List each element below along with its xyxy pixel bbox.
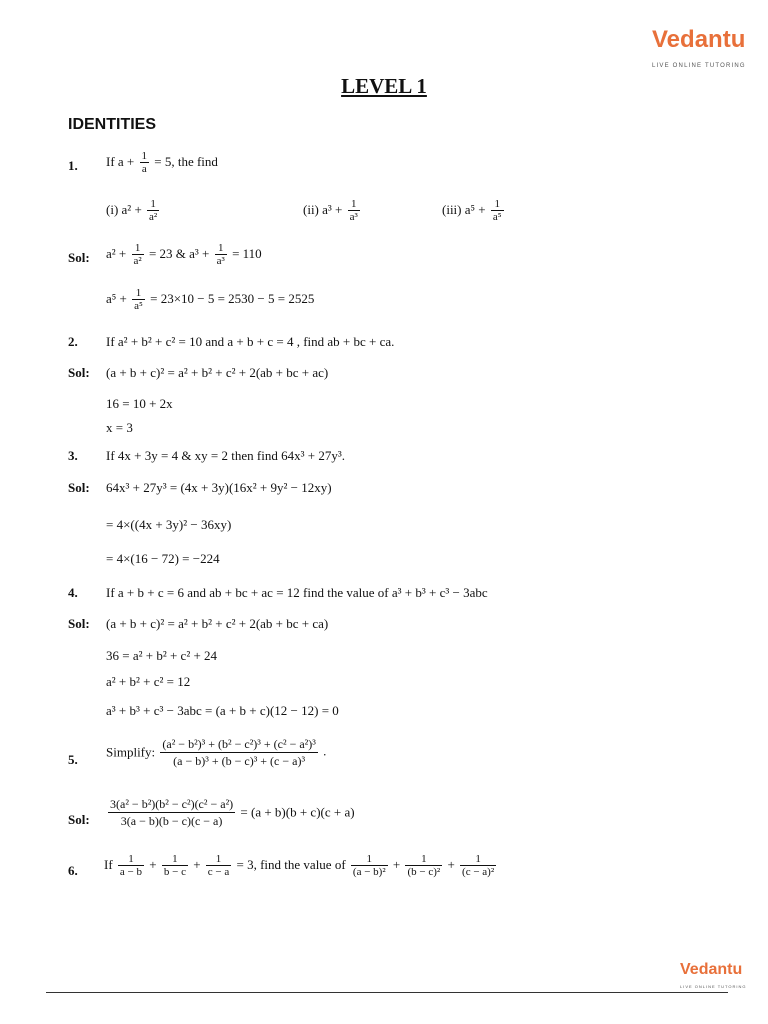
q5-text: Simplify: $\frac{\text{(a² − b²)³ + (b² − c²)³ + (c² − a²)³}}{\text{(a − b)³ + (b − c)³ + (c − a)³}}$ .: [106, 737, 327, 768]
logo-tagline: LIVE ONLINE TUTORING: [652, 63, 746, 69]
q5-sol-label: Sol:: [68, 812, 90, 827]
q3-sol-label: Sol:: [68, 480, 90, 495]
logo-brand: Vedantu: [652, 26, 746, 53]
q2-text: If a² + b² + c² = 10 and a + b + c = 4 , find ab + bc + ca.: [106, 334, 395, 349]
q3-sol-line3: = 4×(16 − 72) = −224: [106, 551, 220, 566]
q4-sol-line3: a² + b² + c² = 12: [106, 674, 191, 689]
q5-number: 5.: [68, 752, 78, 767]
q5-sol-line1: $\frac{\text{3(a² − b²)(b² − c²)(c² − a²)}}{3(a - b)(b - c)(c - a)}$ = (a + b)(b + c)(c + a): [110, 797, 355, 828]
q1-sol-line2: a⁵ + $\frac{1}{\text{a⁵}}$ = 23×10 − 5 = 2530 − 5 = 2525: [106, 287, 315, 312]
q1-sol-line1: a² + $\frac{1}{\text{a²}}$ = 23 & a³ + $\frac{1}{\text{a³}}$ = 110: [106, 242, 262, 267]
q4-sol-line2: 36 = a² + b² + c² + 24: [106, 648, 218, 663]
q4-sol-label: Sol:: [68, 616, 90, 631]
footer-vedantu-logo: [680, 962, 747, 995]
q1-part-i: (i) a² + $\frac{1}{\text{a²}}$: [106, 198, 158, 223]
q2-sol-line1: (a + b + c)² = a² + b² + c² + 2(ab + bc + ac): [106, 365, 329, 380]
q4-number: 4.: [68, 585, 78, 600]
q2-sol-line3: x = 3: [106, 420, 133, 435]
q4-sol-line4: a³ + b³ + c³ − 3abc = (a + b + c)(12 − 12) = 0: [106, 703, 339, 718]
q4-sol-line1: (a + b + c)² = a² + b² + c² + 2(ab + bc + ca): [106, 616, 329, 631]
q1-part-iii: (iii) a⁵ + $\frac{1}{\text{a⁵}}$: [442, 198, 502, 223]
q2-sol-line2: 16 = 10 + 2x: [106, 396, 173, 411]
q2-number: 2.: [68, 334, 78, 349]
vedantu-logo: [652, 28, 746, 78]
q6-number: 6.: [68, 863, 78, 878]
q1-text: If a + $\frac{1}{a}$ = 5, the find: [106, 150, 218, 175]
q4-text: If a + b + c = 6 and ab + bc + ac = 12 find the value of a³ + b³ + c³ − 3abc: [106, 585, 488, 600]
q3-number: 3.: [68, 448, 78, 463]
section-heading: IDENTITIES: [68, 116, 157, 133]
q6-text: If $\frac{1}{a - b}$ + $\frac{1}{b - c}$ + $\frac{1}{c - a}$ = 3, find the value of $\frac{1}{\text{(a − b)²}}$ + $\frac{1}{\text{(b − c)²}}$ + $\frac{1}{\text{(c − a)²}}$: [104, 853, 495, 878]
footer-logo-tagline: LIVE ONLINE TUTORING: [680, 984, 747, 989]
footer-logo-brand: Vedantu: [680, 961, 743, 978]
q3-text: If 4x + 3y = 4 & xy = 2 then find 64x³ + 27y³.: [106, 448, 345, 463]
q3-sol-line1: 64x³ + 27y³ = (4x + 3y)(16x² + 9y² − 12xy): [106, 480, 332, 495]
q1-part-ii: (ii) a³ + $\frac{1}{\text{a³}}$: [303, 198, 358, 223]
footer-divider: [46, 992, 728, 993]
q3-sol-line2: = 4×((4x + 3y)² − 36xy): [106, 517, 232, 532]
q2-sol-label: Sol:: [68, 365, 90, 380]
page-title: LEVEL 1: [341, 74, 427, 98]
q1-number: 1.: [68, 158, 78, 173]
q1-sol-label: Sol:: [68, 250, 90, 265]
